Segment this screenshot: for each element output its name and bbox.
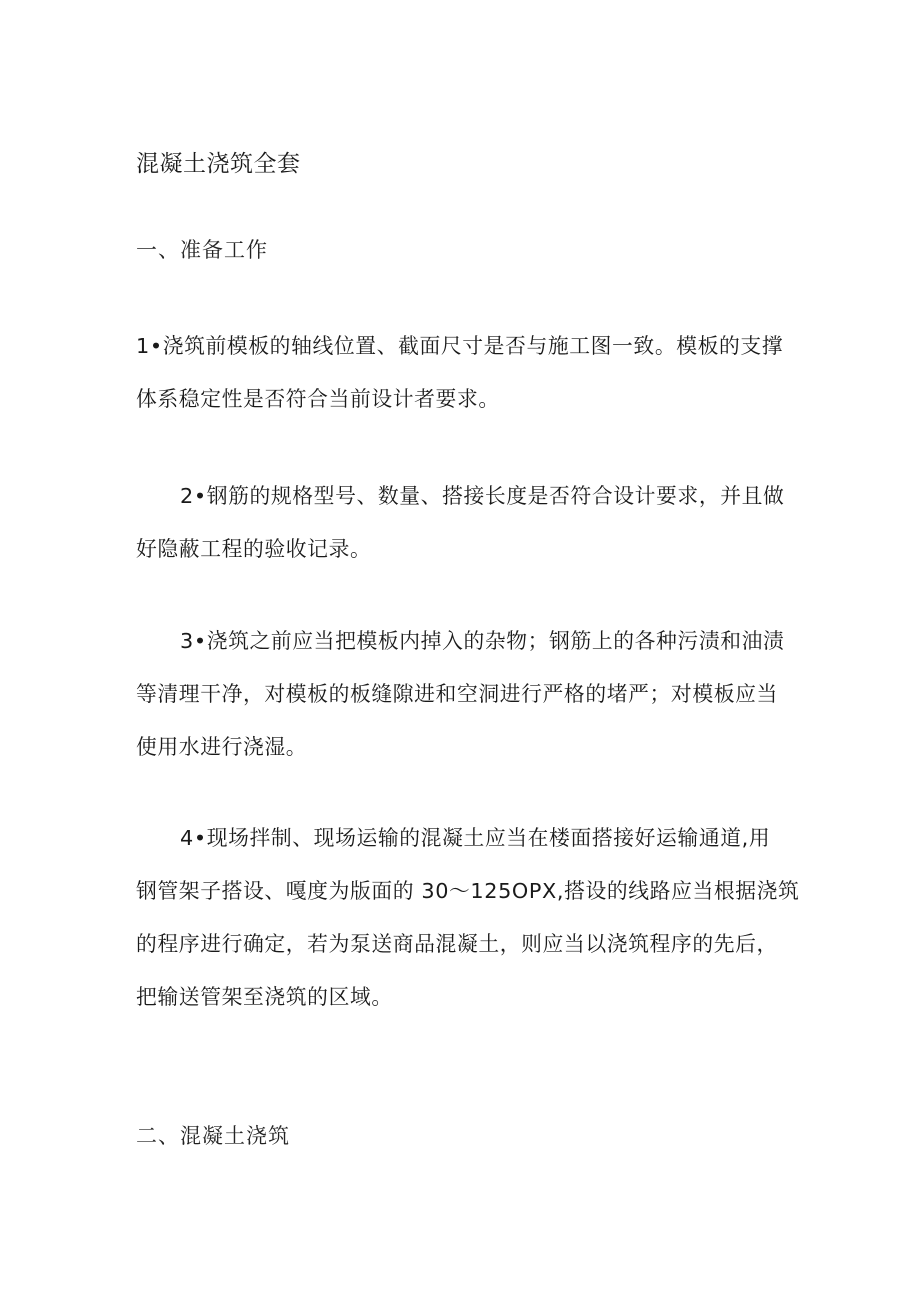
paragraph-line: 好隐蔽工程的验收记录。 [136,537,372,561]
paragraph-line: 的程序进行确定，若为泵送商品混凝土，则应当以浇筑程序的先后， [136,932,778,956]
section-heading-pouring: 二、混凝土浇筑 [136,1124,290,1148]
paragraph-line: 3•浇筑之前应当把模板内掉入的杂物；钢筋上的各种污渍和油渍 [180,629,785,653]
paragraph-line: 把输送管架至浇筑的区域。 [136,985,393,1009]
paragraph-line: 等清理干净，对模板的板缝隙进和空洞进行严格的堵严；对模板应当 [136,682,778,706]
paragraph-line: 1•浇筑前模板的轴线位置、截面尺寸是否与施工图一致。模板的支撑 [136,334,784,358]
paragraph-line: 使用水进行浇湿。 [136,735,308,759]
paragraph-line: 体系稳定性是否符合当前设计者要求。 [136,387,500,411]
paragraph-line: 钢管架子搭设、嘎度为版面的 30～125OPX,搭设的线路应当根据浇筑 [136,879,800,903]
paragraph-line: 2•钢筋的规格型号、数量、搭接长度是否符合设计要求，并且做 [180,484,785,508]
paragraph-item-4 [136,812,800,1024]
paragraph-item-3 [136,615,788,774]
document-title: 混凝土浇筑全套 [136,151,301,177]
paragraph-line: 4•现场拌制、现场运输的混凝土应当在楼面搭接好运输通道,用 [180,826,771,850]
section-heading-preparation: 一、准备工作 [136,238,268,262]
paragraph-item-2 [136,470,788,576]
paragraph-item-1 [136,320,788,426]
